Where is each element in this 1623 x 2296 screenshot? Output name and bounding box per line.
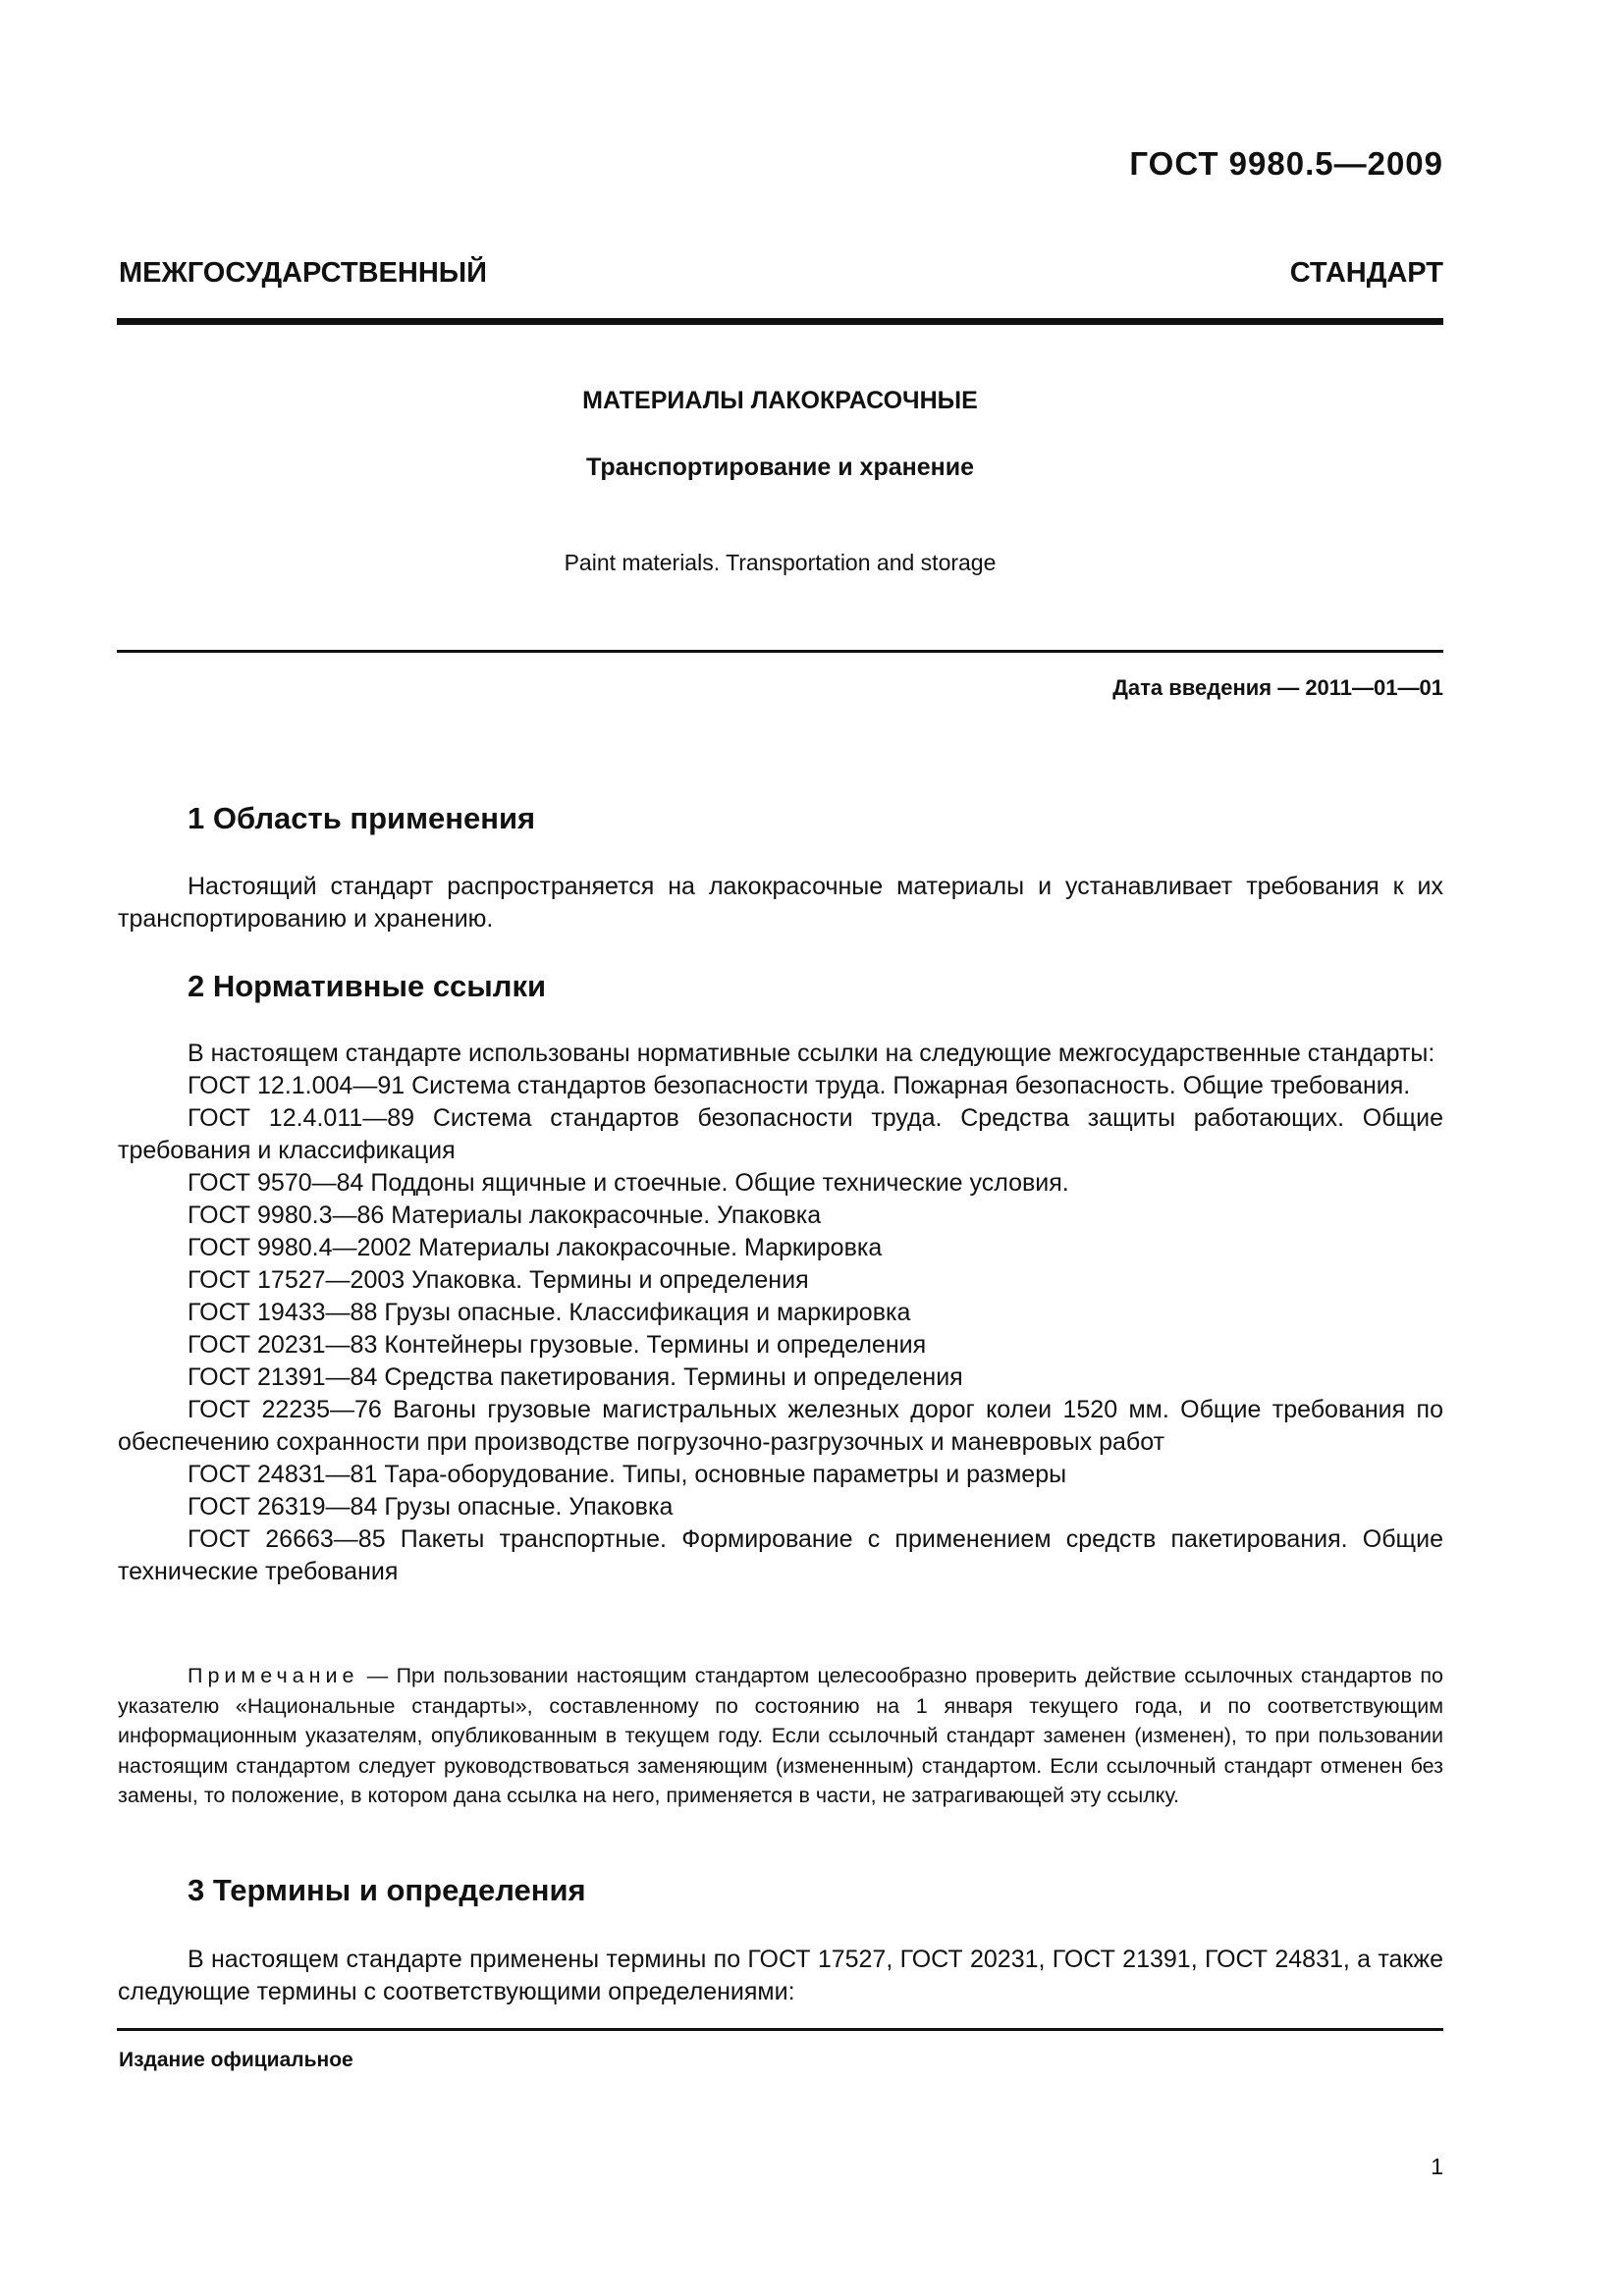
reference-title: Средства пакетирования. Термины и определения [384,1363,963,1391]
section-1-text: Настоящий стандарт распространяется на лакокрасочные материалы и устанавливает требования к их транспортированию и хранению. [118,873,1443,933]
document-title-english: Paint materials. Transportation and storage [564,550,997,575]
reference-title: Контейнеры грузовые. Термины и определения [384,1331,927,1359]
reference-title: Вагоны грузовые магистральных железных дорог колеи 1520 мм. Общие требования по обеспечению сохранности при производстве погрузочно-разгрузочных и маневровых работ [118,1396,1443,1456]
reference-code: ГОСТ 26663—85 [188,1525,386,1553]
references-note [118,1661,1443,1811]
introduction-date: Дата введения — 2011—01—01 [1112,675,1443,700]
reference-item [118,1523,1443,1588]
section-3-heading: 3 Термины и определения [188,1873,586,1907]
reference-code: ГОСТ 9980.3—86 [188,1201,385,1229]
reference-title: Материалы лакокрасочные. Упаковка [391,1201,822,1229]
reference-code: ГОСТ 19433—88 [188,1299,378,1326]
section-3-text: В настоящем стандарте применены термины по ГОСТ 17527, ГОСТ 20231, ГОСТ 21391, ГОСТ 24831, а также следующие термины с соответствующими определениями: [118,1946,1443,2005]
standard-type-banner: МЕЖГОСУДАРСТВЕННЫЙ СТАНДАРТ [119,257,1443,289]
document-title: МАТЕРИАЛЫ ЛАКОКРАСОЧНЫЕ [582,387,978,414]
reference-code: ГОСТ 21391—84 [188,1363,378,1391]
reference-title: Система стандартов безопасности труда. Пожарная безопасность. Общие требования. [411,1072,1411,1099]
title-rule [117,650,1443,653]
reference-item [118,1491,1443,1523]
section-1-body [118,871,1443,935]
reference-title: Пакеты транспортные. Формирование с применением средств пакетирования. Общие технические требования [118,1525,1443,1585]
reference-code: ГОСТ 22235—76 [188,1396,382,1423]
note-label: Примечание [188,1664,359,1687]
reference-code: ГОСТ 9980.4—2002 [188,1234,412,1261]
official-edition-label: Издание официальное [119,2049,353,2071]
reference-code: ГОСТ 12.4.011—89 [188,1104,415,1132]
reference-item [118,1102,1443,1167]
section-2-intro: В настоящем стандарте использованы нормативные ссылки на следующие межгосударственные стандарты: [188,1040,1435,1067]
page-number: 1 [1431,2154,1443,2179]
reference-code: ГОСТ 20231—83 [188,1331,378,1359]
reference-title: Тара-оборудование. Типы, основные параметры и размеры [384,1461,1067,1488]
reference-title: Материалы лакокрасочные. Маркировка [418,1234,883,1261]
reference-item [118,1394,1443,1459]
reference-code: ГОСТ 26319—84 [188,1493,378,1521]
reference-item [118,1167,1443,1200]
reference-item [118,1200,1443,1232]
section-3-body [118,1944,1443,2008]
reference-code: ГОСТ 12.1.004—91 [188,1072,406,1099]
reference-item [118,1264,1443,1297]
section-2-heading: 2 Нормативные ссылки [188,969,547,1003]
reference-item [118,1459,1443,1491]
reference-item [118,1232,1443,1264]
reference-item [118,1297,1443,1329]
reference-code: ГОСТ 24831—81 [188,1461,378,1488]
header-rule [117,318,1443,325]
reference-title: Система стандартов безопасности труда. Средства защиты работающих. Общие требования и классификация [118,1104,1443,1164]
reference-title: Поддоны ящичные и стоечные. Общие технические условия. [370,1169,1069,1197]
reference-title: Упаковка. Термины и определения [411,1266,809,1294]
section-2-body [118,1038,1443,1588]
reference-code: ГОСТ 17527—2003 [188,1266,406,1294]
note-paragraph [118,1661,1443,1811]
document-subtitle: Транспортирование и хранение [586,454,974,481]
reference-item [118,1070,1443,1102]
note-text: — При пользовании настоящим стандартом целесообразно проверить действие ссылочных стандартов по указателю «Национальные стандарты», составленному по состоянию на 1 января текущего года, и по соответствующим информационным указателям, опубликованным в текущем году. Если ссылочный стандарт заменен (изменен), то при пользовании настоящим стандартом следует руководствоваться заменяющим (измененным) стандартом. Если ссылочный стандарт отменен без замены, то положение, в котором дана ссылка на него, применяется в части, не затрагивающей эту ссылку. [118,1664,1443,1807]
section-1-heading: 1 Область применения [188,801,536,835]
document-number: ГОСТ 9980.5—2009 [1129,145,1443,182]
reference-code: ГОСТ 9570—84 [188,1169,364,1197]
reference-item [118,1362,1443,1394]
reference-title: Грузы опасные. Классификация и маркировка [384,1299,911,1326]
reference-item [118,1329,1443,1362]
footer-rule [117,2028,1443,2031]
reference-title: Грузы опасные. Упаковка [384,1493,674,1521]
